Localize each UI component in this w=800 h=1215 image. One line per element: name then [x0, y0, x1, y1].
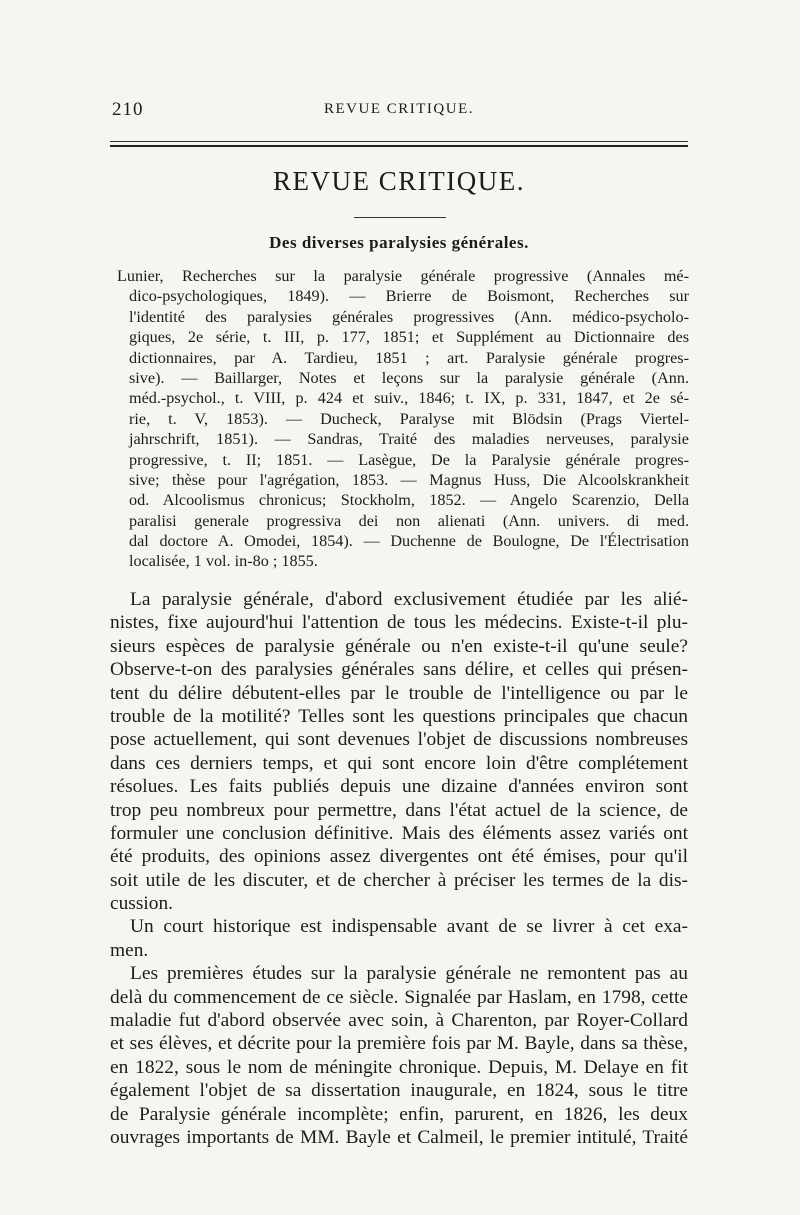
- bibliography-line: progressive, t. II; 1851. — Lasègue, De la Paralysie générale progres-: [129, 450, 689, 469]
- body-line: de Paralysie générale incomplète; enfin, parurent, en 1826, les deux: [110, 1103, 688, 1125]
- body-line: sieurs espèces de paralysie générale ou n'en existe-t-il qu'une seule?: [110, 635, 688, 657]
- bibliography-line: méd.-psychol., t. VIII, p. 424 et suiv., 1846; t. IX, p. 331, 1847, et 2e sé-: [129, 389, 689, 408]
- bibliography: [117, 266, 689, 572]
- page-title: REVUE CRITIQUE.: [273, 166, 525, 196]
- body-line: été produits, des opinions assez divergentes ont été émises, pour qu'il: [110, 846, 688, 868]
- bibliography-line: localisée, 1 vol. in-8o ; 1855.: [129, 552, 318, 571]
- body-line: également l'objet de sa dissertation inaugurale, en 1824, sous le titre: [110, 1080, 688, 1102]
- title-divider: [354, 217, 446, 218]
- bibliography-line: sive). — Baillarger, Notes et leçons sur la paralysie générale (Ann.: [129, 368, 689, 387]
- header-rule-bottom: [110, 145, 688, 147]
- page-number: 210: [112, 99, 144, 120]
- section-subtitle: Des diverses paralysies générales.: [269, 233, 529, 252]
- running-title: REVUE CRITIQUE.: [324, 101, 474, 117]
- bibliography-line: rie, t. V, 1853). — Ducheck, Paralyse mit Blödsin (Prags Viertel-: [129, 409, 689, 428]
- header-rule-top: [110, 141, 688, 142]
- body-line: Observe-t-on des paralysies générales sans délire, et celles qui présen-: [110, 659, 688, 681]
- bibliography-line: giques, 2e série, t. III, p. 177, 1851; et Supplément au Dictionnaire des: [129, 328, 689, 347]
- body-line: Les premières études sur la paralysie générale ne remontent pas au: [130, 963, 688, 985]
- bibliography-line: l'identité des paralysies générales progressives (Ann. médico-psycholo-: [129, 307, 689, 326]
- bibliography-line: Lunier, Recherches sur la paralysie générale progressive (Annales mé-: [117, 267, 689, 285]
- body-line: formuler une conclusion définitive. Mais des éléments assez variés ont: [110, 822, 688, 844]
- body-text: [110, 588, 688, 1149]
- body-line: soit utile de les discuter, et de chercher à préciser les termes de la dis-: [110, 869, 688, 891]
- body-line: cussion.: [110, 893, 174, 915]
- body-line: tent du délire débutent-elles par le trouble de l'intelligence ou par le: [110, 682, 688, 704]
- bibliography-line: dico-psychologiques, 1849). — Brierre de Boismont, Recherches sur: [129, 287, 689, 306]
- body-line: ouvrages importants de MM. Bayle et Calmeil, le premier intitulé, Traité: [110, 1126, 688, 1148]
- body-line: en 1822, sous le nom de méningite chronique. Depuis, M. Delaye en fit: [110, 1056, 688, 1078]
- bibliography-line: dal doctore A. Omodei, 1854). — Duchenne de Boulogne, De l'Électrisation: [129, 532, 689, 551]
- body-line: nistes, fixe aujourd'hui l'attention de tous les médecins. Existe-t-il plu-: [110, 612, 688, 634]
- body-line: résolues. Les faits publiés depuis une dizaine d'années environ sont: [110, 776, 688, 798]
- body-line: men.: [110, 939, 149, 961]
- running-head: [110, 99, 688, 123]
- body-line: dans ces derniers temps, et qui sont encore loin d'être complétement: [110, 752, 688, 774]
- body-line: trop peu nombreux pour permettre, dans l'état actuel de la science, de: [110, 799, 688, 821]
- body-line: trouble de la motilité? Telles sont les questions principales que chacun: [110, 705, 688, 727]
- bibliography-line: sive; thèse pour l'agrégation, 1853. — Magnus Huss, Die Alcoolskrankheit: [129, 470, 689, 489]
- body-line: La paralysie générale, d'abord exclusivement étudiée par les alié-: [130, 589, 688, 610]
- bibliography-line: od. Alcoolismus chronicus; Stockholm, 1852. — Angelo Scarenzio, Della: [129, 491, 689, 510]
- bibliography-line: dictionnaires, par A. Tardieu, 1851 ; art. Paralysie générale progres-: [129, 348, 689, 367]
- body-line: Un court historique est indispensable avant de se livrer à cet exa-: [130, 916, 688, 938]
- body-line: maladie fut d'abord observée avec soin, à Charenton, par Royer-Collard: [110, 1010, 688, 1032]
- bibliography-line: jahrschrift, 1851). — Sandras, Traité des maladies nerveuses, paralysie: [129, 430, 689, 449]
- body-line: pose actuellement, qui sont devenues l'objet de discussions nombreuses: [110, 729, 688, 751]
- body-line: et ses élèves, et décrite pour la première fois par M. Bayle, dans sa thèse,: [110, 1033, 688, 1055]
- body-line: delà du commencement de ce siècle. Signalée par Haslam, en 1798, cette: [110, 986, 688, 1008]
- bibliography-line: paralisi generale progressiva dei non alienati (Ann. univers. di med.: [129, 511, 689, 530]
